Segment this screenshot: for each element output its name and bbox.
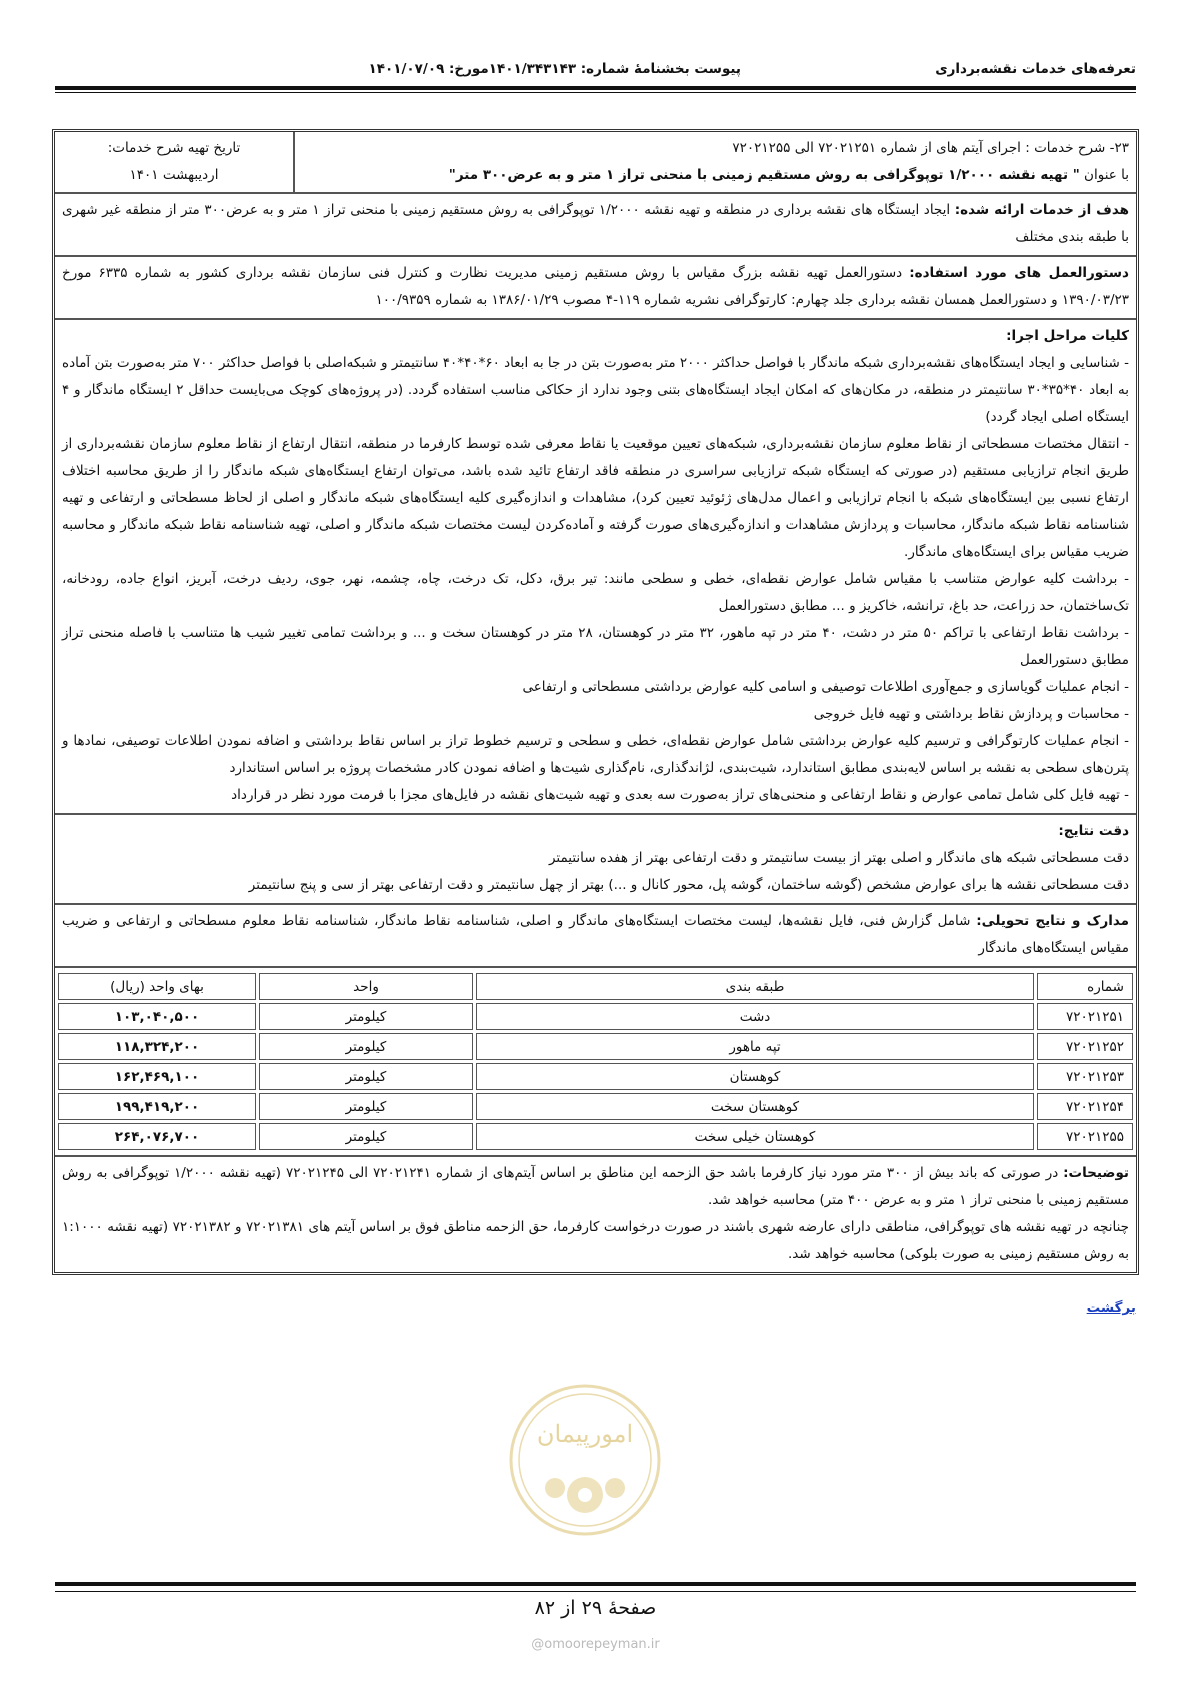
cell-unit: کیلومتر bbox=[259, 1063, 473, 1090]
cell-price: ۱۶۲,۴۶۹,۱۰۰ bbox=[58, 1063, 256, 1090]
price-table-wrapper bbox=[55, 968, 1136, 1157]
title-bold: " تهیه نقشه ۱/۲۰۰۰ توپوگرافی به روش مستقیم زمینی با منحنی تراز ۱ متر و به عرض۳۰۰ متر" bbox=[448, 167, 1080, 183]
step-item: - شناسایی و ایجاد ایستگاه‌های نقشه‌برداری شبکه ماندگار با فواصل حداکثر ۲۰۰۰ متر به‌صورت بتن در جا به ابعاد ۶۰*۴۰*۴۰ سانتیمتر و شبکه‌اصلی با فواصل حداکثر ۷۰۰ متر به‌صورت بتن آماده به ابعاد ۴۰*۳۵*۳۰ سانتیمتر در منطقه، در مکان‌های که امکان ایجاد ایستگاه‌های بتنی وجود ندارد از حکاکی مناسب استفاده گردد. (در پروژه‌های کوچک می‌بایست حداقل ۲ ایستگاه ماندگار و ۴ ایستگاه اصلی ایجاد گردد) bbox=[62, 355, 1130, 425]
header-rule-thin bbox=[55, 92, 1136, 93]
header-class: طبقه بندی bbox=[476, 973, 1034, 1000]
cell-unit: کیلومتر bbox=[259, 1123, 473, 1150]
step-item: - انتقال مختصات مسطحاتی از نقاط معلوم سازمان نقشه‌برداری، شبکه‌های تعیین موقعیت یا نقاط معرفی شده توسط کارفرما در منطقه، انتقال ارتفاع از نقاط معلوم سازمان نقشه‌برداری از طریق انجام ترازیابی مستقیم (در صورتی که ایستگاه شبکه ترازیابی سراسری در منطقه فاقد ارتفاع تائید شده باشد، می‌توان ارتفاع ایستگاه‌های شبکه ماندگار را از طریق محاسبه اختلاف ارتفاع نسبی بین ایستگاه‌های شبکه با انجام ترازیابی و اعمال مدل‌های ژئوئید تعیین کرد)، مشاهدات و اندازه‌گیری کلیه ایستگاه‌های شبکه ماندگار و اصلی از لحاظ مسطحاتی و ارتفاعی و تهیه شناسنامه نقاط شبکه ماندگار، محاسبات و پردازش مشاهدات و اندازه‌گیری‌های صورت گرفته و آماده‌کردن لیست مختصات شبکه ماندگار و اصلی، تهیه شناسنامه نقاط شبکه ماندگار و محاسبه ضریب مقیاس برای ایستگاه‌های ماندگار. bbox=[62, 436, 1129, 560]
cell-price: ۱۰۳,۰۴۰,۵۰۰ bbox=[58, 1003, 256, 1030]
deliverables-section bbox=[55, 905, 1136, 968]
deliverables-label: مدارک و نتایج تحویلی: bbox=[976, 913, 1130, 929]
back-link[interactable]: برگشت bbox=[1086, 1300, 1136, 1316]
goal-label: هدف از خدمات ارائه شده: bbox=[954, 202, 1129, 218]
accuracy-line: دقت مسطحاتی شبکه های ماندگار و اصلی بهتر از بیست سانتیمتر و دقت ارتفاعی بهتر از هفده سانتیمتر bbox=[548, 850, 1129, 866]
website-watermark: @omoorepeyman.ir bbox=[531, 1637, 660, 1652]
cell-class: دشت bbox=[476, 1003, 1034, 1030]
footer-rule-thick bbox=[55, 1582, 1136, 1586]
cell-code: ۷۲۰۲۱۲۵۴ bbox=[1037, 1093, 1133, 1120]
goal-section bbox=[55, 194, 1136, 257]
page-number: صفحۀ ۲۹ از ۸۲ bbox=[534, 1597, 657, 1619]
cell-unit: کیلومتر bbox=[259, 1093, 473, 1120]
cell-class: کوهستان سخت bbox=[476, 1093, 1034, 1120]
footer-rule-thin bbox=[55, 1591, 1136, 1592]
notes-label: توضیحات: bbox=[1063, 1165, 1129, 1181]
cell-class: کوهستان bbox=[476, 1063, 1034, 1090]
accuracy-line: دقت مسطحاتی نقشه ها برای عوارض مشخص (گوشه ساختمان، گوشه پل، محور کانال و ...) بهتر از چهل سانتیمتر و دقت ارتفاعی بهتر از سی و پنج سانتیمتر bbox=[248, 877, 1129, 893]
step-item: - انجام عملیات گویاسازی و جمع‌آوری اطلاعات توصیفی و اسامی کلیه عوارض برداشتی مسطحاتی و ارتفاعی bbox=[522, 679, 1129, 695]
table-row bbox=[58, 1063, 1133, 1090]
date-value: اردیبهشت ۱۴۰۱ bbox=[129, 167, 219, 183]
cell-class: کوهستان خیلی سخت bbox=[476, 1123, 1034, 1150]
cell-unit: کیلومتر bbox=[259, 1033, 473, 1060]
steps-section bbox=[55, 320, 1136, 815]
notes-p1: در صورتی که باند بیش از ۳۰۰ متر مورد نیاز کارفرما باشد حق الزحمه این مناطق بر اساس آیتم‌های از شماره ۷۲۰۲۱۲۴۱ الی ۷۲۰۲۱۲۴۵ (تهیه نقشه ۱/۲۰۰۰ توپوگرافی به روش مستقیم زمینی با منحنی تراز ۱ متر و به عرض ۴۰۰ متر) محاسبه خواهد شد. bbox=[62, 1165, 1129, 1208]
title-prefix: با عنوان bbox=[1079, 167, 1129, 183]
service-item-range: ۲۳- شرح خدمات : اجرای آیتم های از شماره ۷۲۰۲۱۲۵۱ الی ۷۲۰۲۱۲۵۵ bbox=[732, 140, 1129, 156]
cell-price: ۱۹۹,۴۱۹,۲۰۰ bbox=[58, 1093, 256, 1120]
goal-text: ایجاد ایستگاه های نقشه برداری در منطقه و تهیه نقشه ۱/۲۰۰۰ توپوگرافی به روش مستقیم زمینی با منحنی تراز ۱ متر و به عرض۳۰۰ متر از منطقه غیر شهری با طبقه بندی مختلف bbox=[62, 202, 1129, 245]
table-header-row bbox=[58, 973, 1133, 1000]
accuracy-section bbox=[55, 815, 1136, 905]
attachment-reference: پیوست بخشنامهٔ شماره: ۱۴۰۱/۳۴۳۱۴۳مورخ: ۱۴۰۱/۰۷/۰۹ bbox=[368, 61, 741, 77]
cell-price: ۱۱۸,۳۲۴,۲۰۰ bbox=[58, 1033, 256, 1060]
step-item: - تهیه فایل کلی شامل تمامی عوارض و نقاط ارتفاعی و منحنی‌های تراز به‌صورت سه بعدی و تهیه شیت‌های نقشه در فایل‌های مجزا با فرمت مورد نظر در قرارداد bbox=[231, 787, 1129, 803]
table-row bbox=[58, 1123, 1133, 1150]
service-title-row bbox=[55, 132, 1136, 194]
accuracy-label: دقت نتایج: bbox=[1058, 823, 1129, 839]
step-item: - برداشت نقاط ارتفاعی با تراکم ۵۰ متر در دشت، ۴۰ متر در تپه ماهور، ۳۲ متر در کوهستان، ۲۸ متر در کوهستان سخت و ... و برداشت تمامی تغییر شیب ها متناسب با فاصله منحنی تراز مطابق دستورالعمل bbox=[62, 625, 1130, 668]
instructions-text: دستورالعمل تهیه نقشه بزرگ مقیاس با روش مستقیم زمینی مدیریت نظارت و کنترل فنی سازمان نقشه برداری کشور به شماره ۶۳۳۵ مورخ ۱۳۹۰/۰۳/۲۳ و دستورالعمل همسان نقشه برداری جلد چهارم: کارتوگرافی نشریه شماره ۱۱۹-۴ مصوب ۱۳۸۶/۰۱/۲۹ به شماره ۱۰۰/۹۳۵۹ bbox=[62, 265, 1129, 308]
service-description bbox=[295, 132, 1136, 192]
instructions-label: دستورالعمل های مورد استفاده: bbox=[909, 265, 1129, 281]
date-label: تاریخ تهیه شرح خدمات: bbox=[107, 140, 241, 156]
deliverables-text: شامل گزارش فنی، فایل نقشه‌ها، لیست مختصات ایستگاه‌های ماندگار و اصلی، شناسنامه نقاط ماندگار، شناسنامه نقاط معلوم مسطحاتی و ارتفاعی و ضریب مقیاس ایستگاه‌های ماندگار bbox=[62, 913, 1129, 956]
cell-code: ۷۲۰۲۱۲۵۲ bbox=[1037, 1033, 1133, 1060]
cell-code: ۷۲۰۲۱۲۵۳ bbox=[1037, 1063, 1133, 1090]
service-sheet bbox=[52, 129, 1139, 1275]
header-unit: واحد bbox=[259, 973, 473, 1000]
table-row bbox=[58, 1033, 1133, 1060]
step-item: - برداشت کلیه عوارض متناسب با مقیاس شامل عوارض نقطه‌ای، خطی و سطحی مانند: تیر برق، دکل، تک درخت، چاه، چشمه، نهر، جوی، ردیف درخت، آبریز، انواع جاده، رودخانه، تک‌ساختمان، حد زراعت، حد باغ، ترانشه، خاکریز و ... مطابق دستورالعمل bbox=[62, 571, 1129, 614]
cell-unit: کیلومتر bbox=[259, 1003, 473, 1030]
step-item: - انجام عملیات کارتوگرافی و ترسیم کلیه عوارض برداشتی شامل عوارض نقطه‌ای، خطی و سطحی و ترسیم خطوط تراز بر اساس نقاط برداشتی و اضافه نمودن اطلاعات توصیفی، نمادها و پترن‌های سطحی به نقشه بر اساس لایه‌بندی مطابق استاندارد، شیت‌بندی، لژاندگذاری، نام‌گذاری شیت‌ها و اضافه نمودن کادر مشخصات پروژه بر اساس استاندارد bbox=[62, 733, 1129, 776]
instructions-section bbox=[55, 257, 1136, 320]
price-table bbox=[55, 970, 1136, 1153]
cell-class: تپه ماهور bbox=[476, 1033, 1034, 1060]
steps-label: کلیات مراحل اجرا: bbox=[1006, 328, 1129, 344]
step-item: - محاسبات و پردازش نقاط برداشتی و تهیه فایل خروجی bbox=[813, 706, 1129, 722]
cell-code: ۷۲۰۲۱۲۵۱ bbox=[1037, 1003, 1133, 1030]
header-rule-thick bbox=[55, 86, 1136, 90]
document-title: تعرفه‌های خدمات نقشه‌برداری bbox=[935, 61, 1136, 77]
table-row bbox=[58, 1093, 1133, 1120]
header-price: بهای واحد (ریال) bbox=[58, 973, 256, 1000]
service-date-cell bbox=[55, 132, 295, 192]
cell-price: ۲۶۴,۰۷۶,۷۰۰ bbox=[58, 1123, 256, 1150]
header-code: شماره bbox=[1037, 973, 1133, 1000]
page-header bbox=[55, 55, 1136, 83]
svg-text:امورپیمان: امورپیمان bbox=[536, 1420, 634, 1448]
notes-p2: چنانچه در تهیه نقشه های توپوگرافی، مناطقی دارای عارضه شهری باشند در صورت درخواست کارفرما، حق الزحمه مناطق فوق بر اساس آیتم های ۷۲۰۲۱۳۸۱ و ۷۲۰۲۱۳۸۲ (تهیه نقشه ۱:۱۰۰۰ به روش مستقیم زمینی به صورت بلوکی) محاسبه خواهد شد. bbox=[62, 1219, 1129, 1262]
table-row bbox=[58, 1003, 1133, 1030]
notes-section bbox=[55, 1157, 1136, 1272]
cell-code: ۷۲۰۲۱۲۵۵ bbox=[1037, 1123, 1133, 1150]
seal-logo bbox=[505, 1380, 665, 1540]
service-title bbox=[302, 162, 1129, 189]
